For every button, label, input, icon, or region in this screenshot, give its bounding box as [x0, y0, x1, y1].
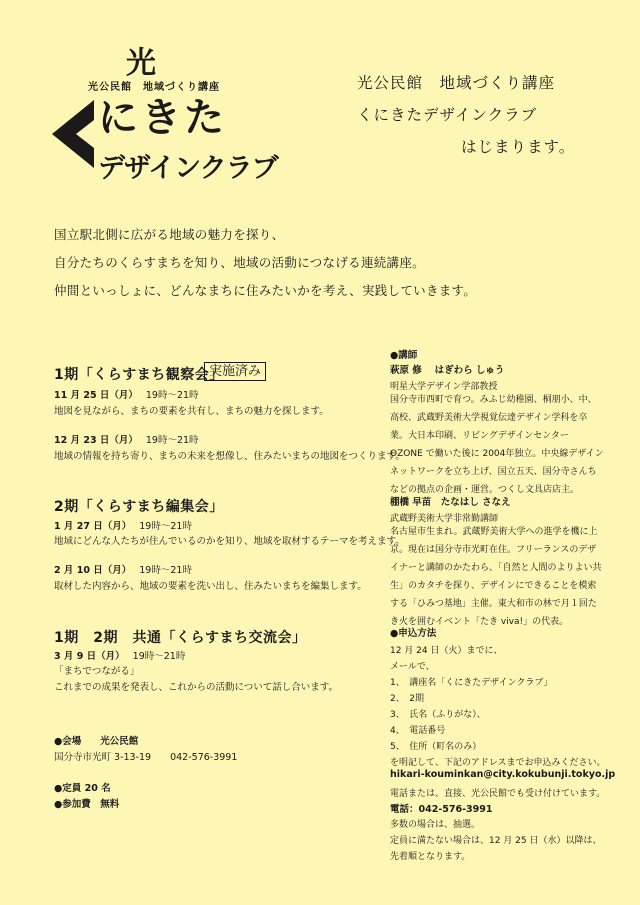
intro-line-2: 自分たちのくらすまちを知り、地域の活動につなげる連続講座。 — [54, 255, 425, 270]
session3-date: 3 月 9 日（月） 19時～21時 — [54, 651, 186, 662]
apply-item-1: 1、 講座名「くにきたデザインクラブ」 — [390, 678, 553, 688]
apply-instruction: を明記して、下記のアドレスまでお申込みください。 — [390, 758, 606, 768]
logo-kunikita: にきた — [98, 95, 227, 141]
lecturer2-bio: 名古屋市生まれ。武蔵野美術大学への進学を機に上京。現在は国分寺市光町在住。フリーランスのデザイナーと講師のかたわら、「自然と人間のよりよい共生」のカタチを探り、デザインにできることを模索する「ひみつ基地」主催。東大和市の林で月１回たき火を囲むイベント「たき viva!」の代表。 — [390, 527, 602, 627]
lecturer1-name: 萩原 修 はぎわら しゅう — [390, 365, 505, 376]
venue-address: 国分寺市光町 3-13-19 042-576-3991 — [54, 752, 238, 763]
session3-title: 1期 2期 共通「くらすまち交流会」 — [54, 630, 307, 646]
apply-undersubscribed: 定員に満たない場合は、12 月 25 日（水）以降は、 — [390, 836, 602, 846]
fee: ●参加費 無料 — [54, 799, 120, 810]
venue-label: ●会場 光公民館 — [54, 736, 139, 747]
lecturer-heading: ●講師 — [390, 350, 418, 361]
intro-line-1: 国立駅北側に広がる地域の魅力を探り、 — [54, 227, 285, 242]
apply-via-mail: メールで、 — [390, 662, 435, 672]
session2-desc-1: 地域にどんな人たちが住んでいるのかを知り、地域を取材するテーマを考えます。 — [54, 536, 405, 547]
headline-line-3: はじまります。 — [461, 138, 576, 156]
apply-lottery: 多数の場合は、抽選。 — [390, 820, 481, 830]
apply-also: 電話または、直接、光公民館でも受け付けています。 — [390, 789, 606, 799]
session1-date-2: 12 月 23 日（月） 19時～21時 — [54, 435, 199, 446]
apply-item-4: 4、 電話番号 — [390, 726, 446, 736]
intro-line-3: 仲間といっしょに、どんなまちに住みたいかを考え、実践していきます。 — [54, 283, 477, 298]
apply-item-5: 5、 住所（町名のみ） — [390, 742, 482, 752]
logo-tagline: 光公民館 地域づくり講座 — [88, 82, 220, 93]
headline-line-2: くにきたデザインクラブ — [357, 106, 538, 124]
apply-item-3: 3、 氏名（ふりがな）、 — [390, 710, 486, 720]
session1-desc-2: 地域の情報を持ち寄り、まちの未来を想像し、住みたいまちの地図をつくります。 — [54, 451, 405, 462]
session2-date-2: 2 月 10 日（月） 19時～21時 — [54, 565, 192, 576]
logo-hikari-mark: 光 — [126, 46, 154, 81]
lecturer2-title: 武蔵野美術大学非常勤講師 — [390, 514, 499, 524]
session2-desc-2: 取材した内容から、地域の要素を洗い出し、住みたいまちを編集します。 — [54, 581, 367, 592]
headline-line-1: 光公民館 地域づくり講座 — [357, 74, 556, 92]
apply-first-come: 先着順となります。 — [390, 852, 471, 862]
capacity: ●定員 20 名 — [54, 783, 111, 794]
apply-deadline: 12 月 24 日（火）までに、 — [390, 646, 503, 656]
apply-email-link[interactable]: hikari-kouminkan@city.kokubunji.tokyo.jp — [390, 769, 616, 780]
session3-subtitle: 「まちでつながる」 — [54, 666, 140, 677]
lecturer2-name: 棚橋 早苗 たなはし さなえ — [390, 497, 511, 508]
apply-tel: 電話：042-576-3991 — [390, 804, 493, 815]
apply-item-2: 2、 2期 — [390, 694, 424, 704]
session2-date-1: 1 月 27 日（月） 19時～21時 — [54, 521, 192, 532]
completed-badge: 実施済み — [204, 362, 266, 381]
session3-desc: これまでの成果を発表し、これからの活動について話し合います。 — [54, 682, 339, 693]
session1-date-1: 11 月 25 日（月） 19時～21時 — [54, 390, 199, 401]
lecturer1-title: 明星大学デザイン学部教授 — [390, 382, 498, 392]
logo-chevron-icon — [46, 98, 100, 170]
apply-heading: ●申込方法 — [390, 628, 437, 639]
logo-design-club: デザインクラブ — [98, 153, 278, 184]
session1-title: 1期「くらすまち観察会」 — [54, 367, 224, 383]
session1-desc-1: 地図を見ながら、まちの要素を共有し、まちの魅力を探します。 — [54, 406, 329, 417]
session2-title: 2期「くらすまち編集会」 — [54, 499, 224, 515]
lecturer1-bio: 国分寺市西町で育つ。みふじ幼稚園、桐朋小、中、高校、武蔵野美術大学視覚伝達デザイン学科を卒業。大日本印刷、リビングデザインセンター OZONE で働いた後に 2004年独立。中央線デザインネットワークを立ち上げ、国立五天、国分寺さんちなどの拠点の企画・運営。つくし文具店店主。 — [390, 395, 604, 495]
